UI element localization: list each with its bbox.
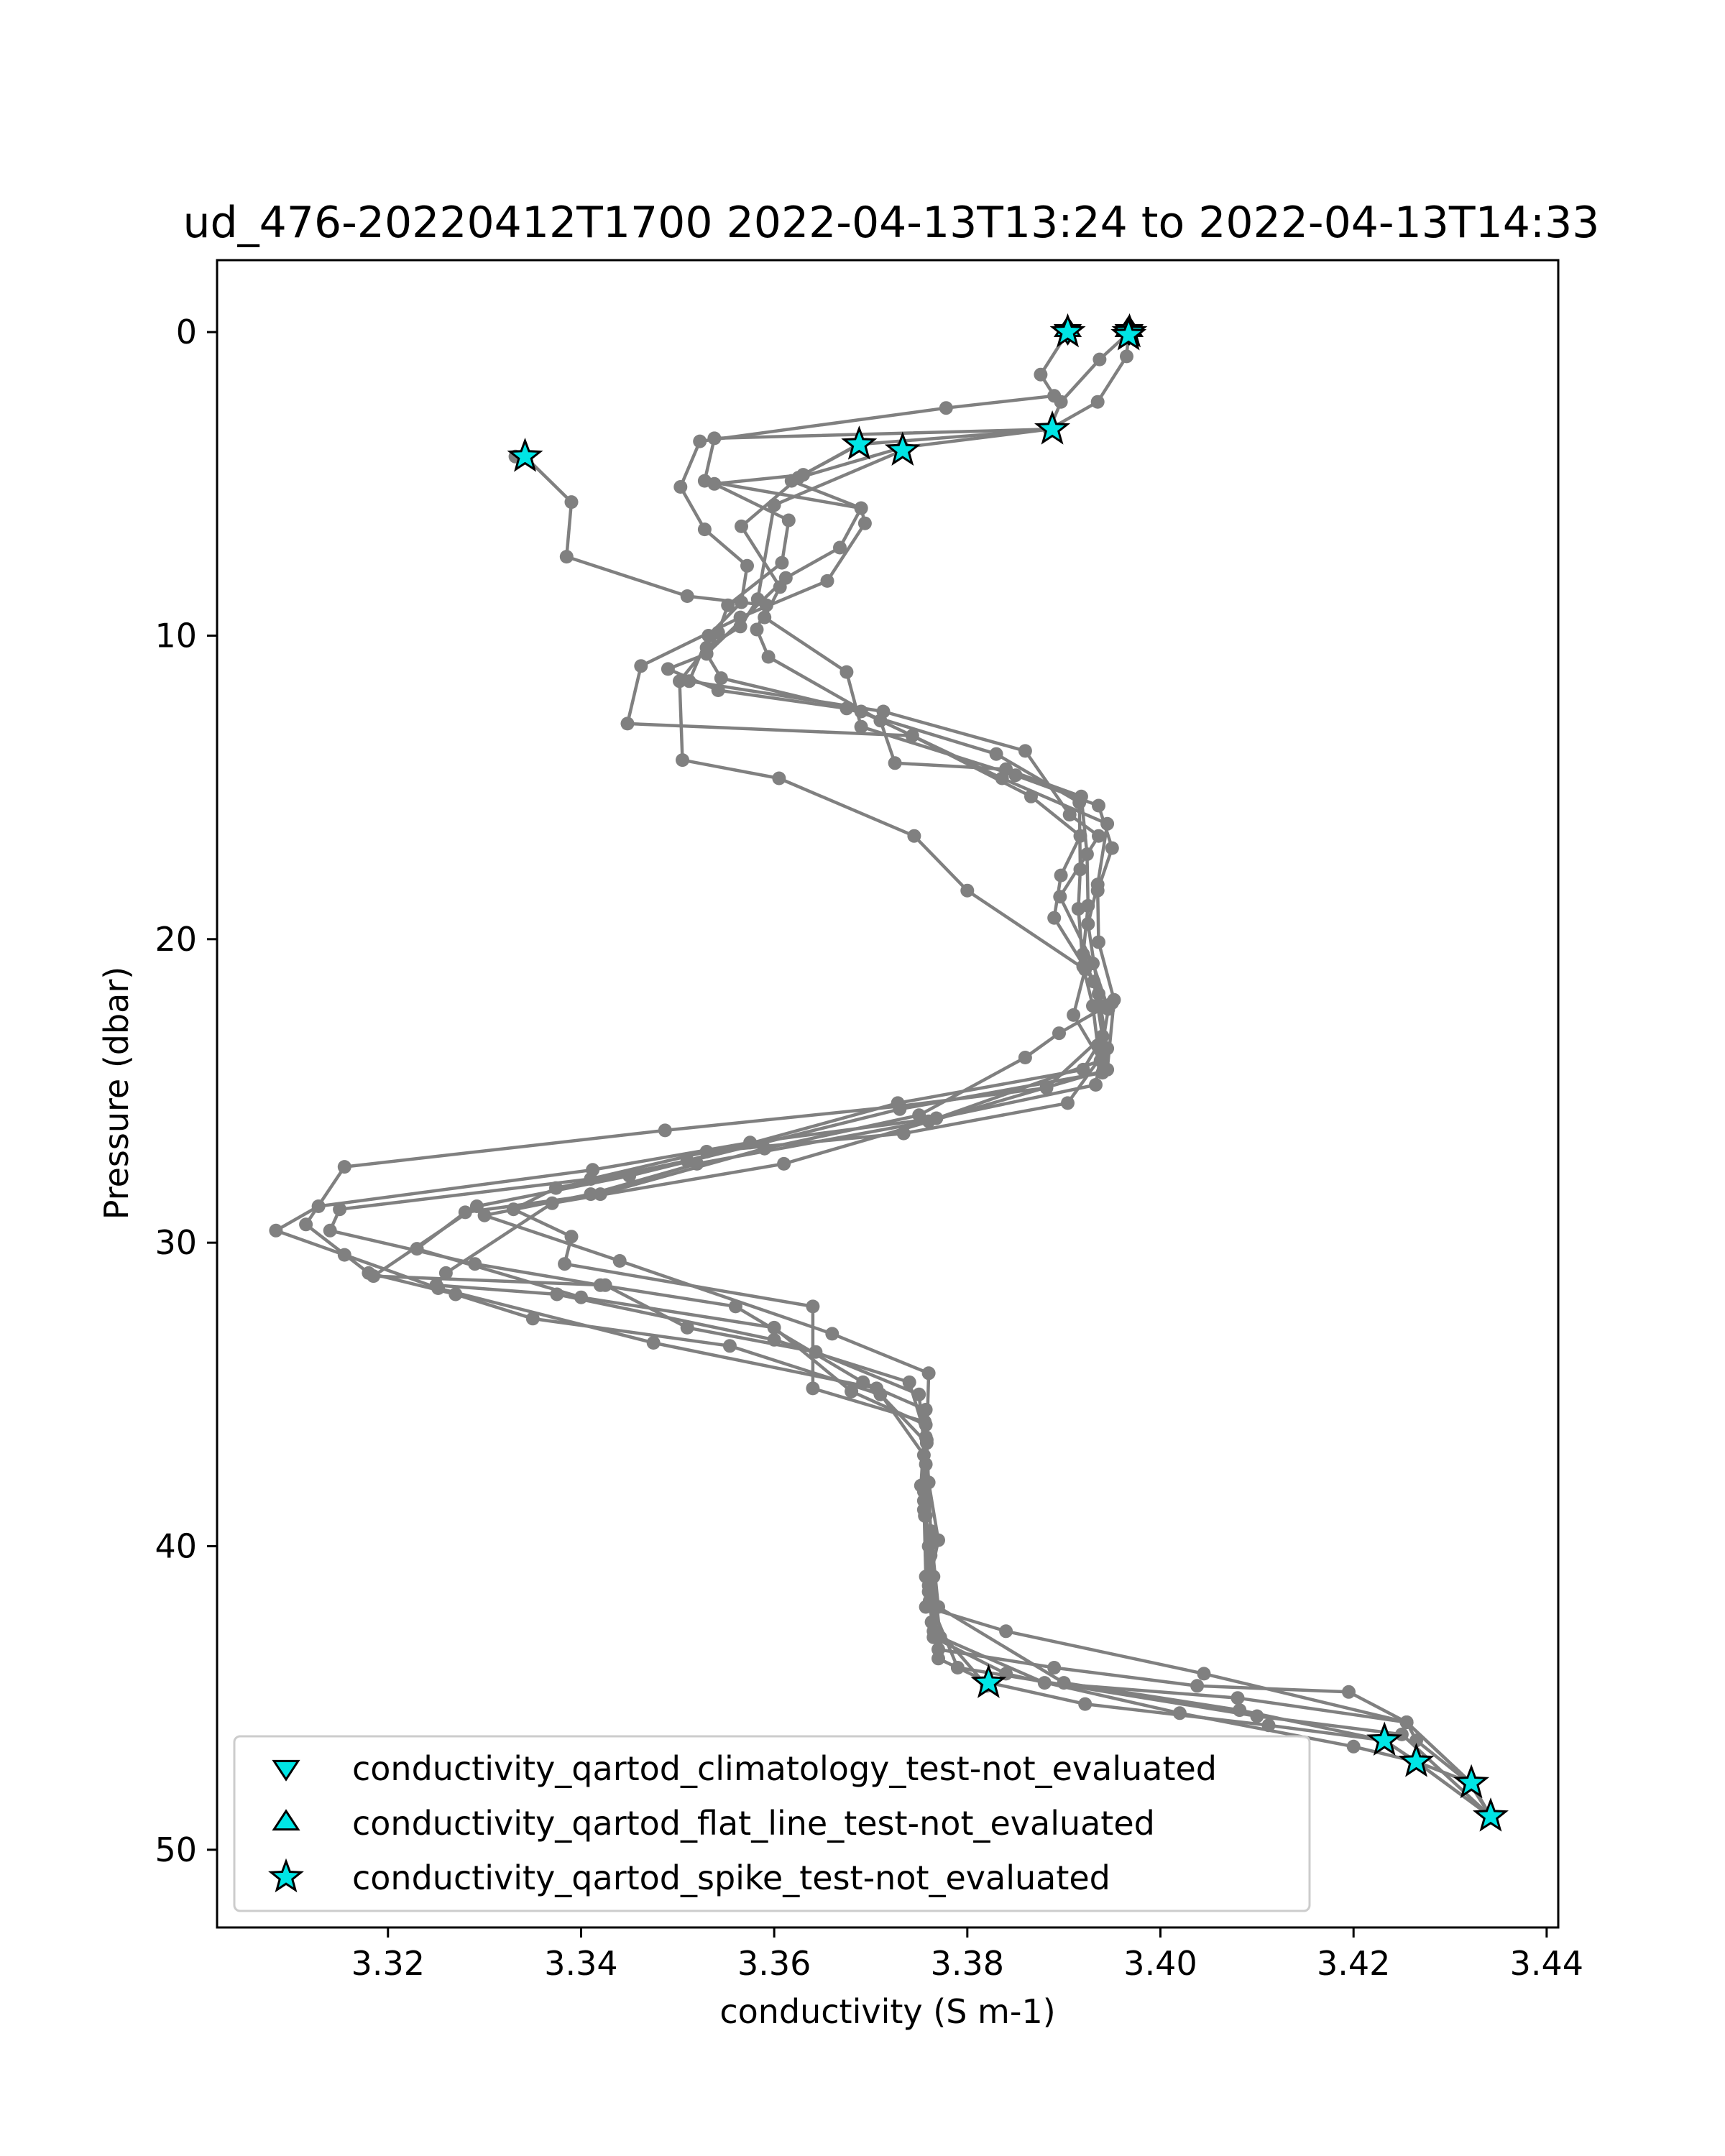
data-point <box>410 1242 424 1256</box>
data-point <box>1092 799 1105 813</box>
data-point <box>721 599 735 612</box>
x-tick-label: 3.44 <box>1509 1944 1584 1983</box>
x-tick-label: 3.42 <box>1316 1944 1391 1983</box>
data-point <box>1250 1710 1264 1723</box>
data-point <box>613 1254 627 1268</box>
data-point <box>693 435 707 448</box>
data-point <box>1067 1008 1080 1022</box>
data-point <box>856 1376 870 1389</box>
legend-label: conductivity_qartod_climatology_test-not_evaluated <box>352 1749 1218 1788</box>
data-point <box>1072 902 1085 916</box>
data-point <box>919 1418 933 1432</box>
data-point <box>459 1205 472 1219</box>
data-point <box>907 829 921 843</box>
data-point <box>1400 1715 1414 1729</box>
data-point <box>1034 368 1047 382</box>
data-point <box>912 1388 926 1401</box>
data-point <box>621 717 635 730</box>
data-point <box>821 574 834 588</box>
data-point <box>338 1160 351 1174</box>
x-axis-label: conductivity (S m-1) <box>719 1992 1056 2031</box>
data-point <box>647 1336 661 1350</box>
data-point <box>681 589 694 603</box>
data-point <box>777 1157 791 1171</box>
data-point <box>673 674 686 688</box>
x-tick-label: 3.38 <box>930 1944 1005 1983</box>
data-point <box>714 671 728 685</box>
data-point <box>768 498 781 512</box>
data-point <box>299 1217 313 1231</box>
data-point <box>269 1224 282 1238</box>
data-point <box>751 592 765 606</box>
data-point <box>1105 842 1119 855</box>
data-point <box>1047 911 1061 925</box>
legend-label: conductivity_qartod_spike_test-not_evaluated <box>352 1858 1110 1897</box>
data-point <box>1054 395 1068 409</box>
data-point <box>1197 1667 1211 1680</box>
y-tick-label: 0 <box>175 313 197 352</box>
y-tick-label: 20 <box>155 919 197 959</box>
data-point <box>1078 963 1092 977</box>
data-point <box>845 1385 858 1399</box>
data-point <box>762 650 776 664</box>
data-point <box>661 662 675 676</box>
data-point <box>333 1202 346 1216</box>
data-point <box>750 623 764 637</box>
data-point <box>897 1127 911 1141</box>
data-point <box>1054 869 1068 883</box>
data-point <box>734 619 748 633</box>
data-point <box>599 1279 612 1292</box>
data-point <box>1231 1691 1245 1705</box>
y-tick-label: 40 <box>155 1526 197 1566</box>
data-point <box>960 884 974 898</box>
x-tick-label: 3.32 <box>351 1944 425 1983</box>
data-point <box>1072 796 1086 809</box>
data-point <box>698 522 712 536</box>
data-point <box>712 683 725 697</box>
data-point <box>1018 1051 1032 1064</box>
data-point <box>932 1643 945 1657</box>
data-point <box>735 520 748 533</box>
data-point <box>893 1102 906 1116</box>
data-point <box>1262 1718 1276 1732</box>
data-point <box>1347 1740 1361 1754</box>
data-point <box>367 1269 380 1283</box>
data-point <box>833 541 847 555</box>
data-point <box>700 641 714 655</box>
data-point <box>855 720 868 734</box>
data-point <box>858 517 872 530</box>
data-point <box>840 665 853 679</box>
data-point <box>634 659 648 673</box>
data-point <box>681 1321 694 1335</box>
data-point <box>1095 1066 1109 1079</box>
data-point <box>673 480 687 494</box>
data-point <box>1074 862 1087 876</box>
data-point <box>1078 1697 1092 1711</box>
data-point <box>990 747 1003 761</box>
data-point <box>888 756 902 770</box>
data-point <box>707 431 721 445</box>
legend-label: conductivity_qartod_flat_line_test-not_evaluated <box>352 1804 1155 1843</box>
x-tick-label: 3.40 <box>1123 1944 1197 1983</box>
data-point <box>565 495 579 509</box>
data-point <box>676 753 689 767</box>
data-point <box>855 705 868 719</box>
y-axis-label: Pressure (dbar) <box>97 966 136 1220</box>
data-point <box>558 1257 571 1271</box>
data-point <box>1342 1685 1356 1699</box>
data-point <box>912 1108 926 1122</box>
data-point <box>1080 847 1094 861</box>
data-point <box>1092 987 1105 1000</box>
data-point <box>785 474 799 488</box>
data-point <box>1091 877 1105 891</box>
x-tick-label: 3.34 <box>544 1944 618 1983</box>
y-tick-label: 10 <box>155 616 197 655</box>
data-point <box>999 1624 1013 1638</box>
data-point <box>323 1224 337 1238</box>
y-tick-label: 30 <box>155 1223 197 1263</box>
data-point <box>806 1299 819 1313</box>
data-point <box>758 1142 771 1156</box>
data-point <box>448 1288 462 1302</box>
data-point <box>775 556 788 570</box>
data-point <box>782 514 796 528</box>
chart-title: ud_476-20220412T1700 2022-04-13T13:24 to 2022-04-13T14:33 <box>183 198 1600 248</box>
y-tick-label: 50 <box>155 1830 197 1869</box>
data-point <box>1047 1661 1061 1674</box>
data-point <box>560 550 574 563</box>
legend <box>234 1736 1310 1911</box>
data-point <box>1092 936 1105 949</box>
data-point <box>574 1291 588 1304</box>
data-point <box>526 1312 540 1325</box>
data-point <box>925 1616 939 1629</box>
data-point <box>1052 1026 1066 1040</box>
data-point <box>855 502 868 515</box>
data-point <box>1089 1078 1103 1092</box>
data-point <box>806 1381 819 1395</box>
data-point <box>768 1321 781 1335</box>
data-point <box>922 1539 936 1553</box>
data-point <box>1094 1054 1108 1067</box>
x-tick-label: 3.36 <box>737 1944 811 1983</box>
data-point <box>1120 349 1133 363</box>
data-point <box>922 1366 936 1380</box>
data-point <box>779 571 793 585</box>
data-point <box>1190 1679 1204 1692</box>
data-point <box>707 477 721 491</box>
data-point <box>995 772 1009 786</box>
data-point <box>917 1485 931 1498</box>
data-point <box>951 1661 965 1674</box>
data-point <box>594 1187 607 1201</box>
data-point <box>1091 395 1105 409</box>
data-point <box>1061 1096 1075 1110</box>
data-point <box>1100 817 1114 831</box>
data-point <box>658 1123 672 1137</box>
data-point <box>939 401 953 415</box>
data-point <box>1105 996 1119 1010</box>
data-point <box>1018 744 1032 757</box>
data-point <box>772 772 786 786</box>
data-point <box>1081 917 1095 931</box>
data-point <box>1092 353 1106 367</box>
data-point <box>1100 1041 1114 1055</box>
data-point <box>825 1327 839 1340</box>
data-point <box>723 1339 737 1353</box>
data-point <box>740 559 754 573</box>
